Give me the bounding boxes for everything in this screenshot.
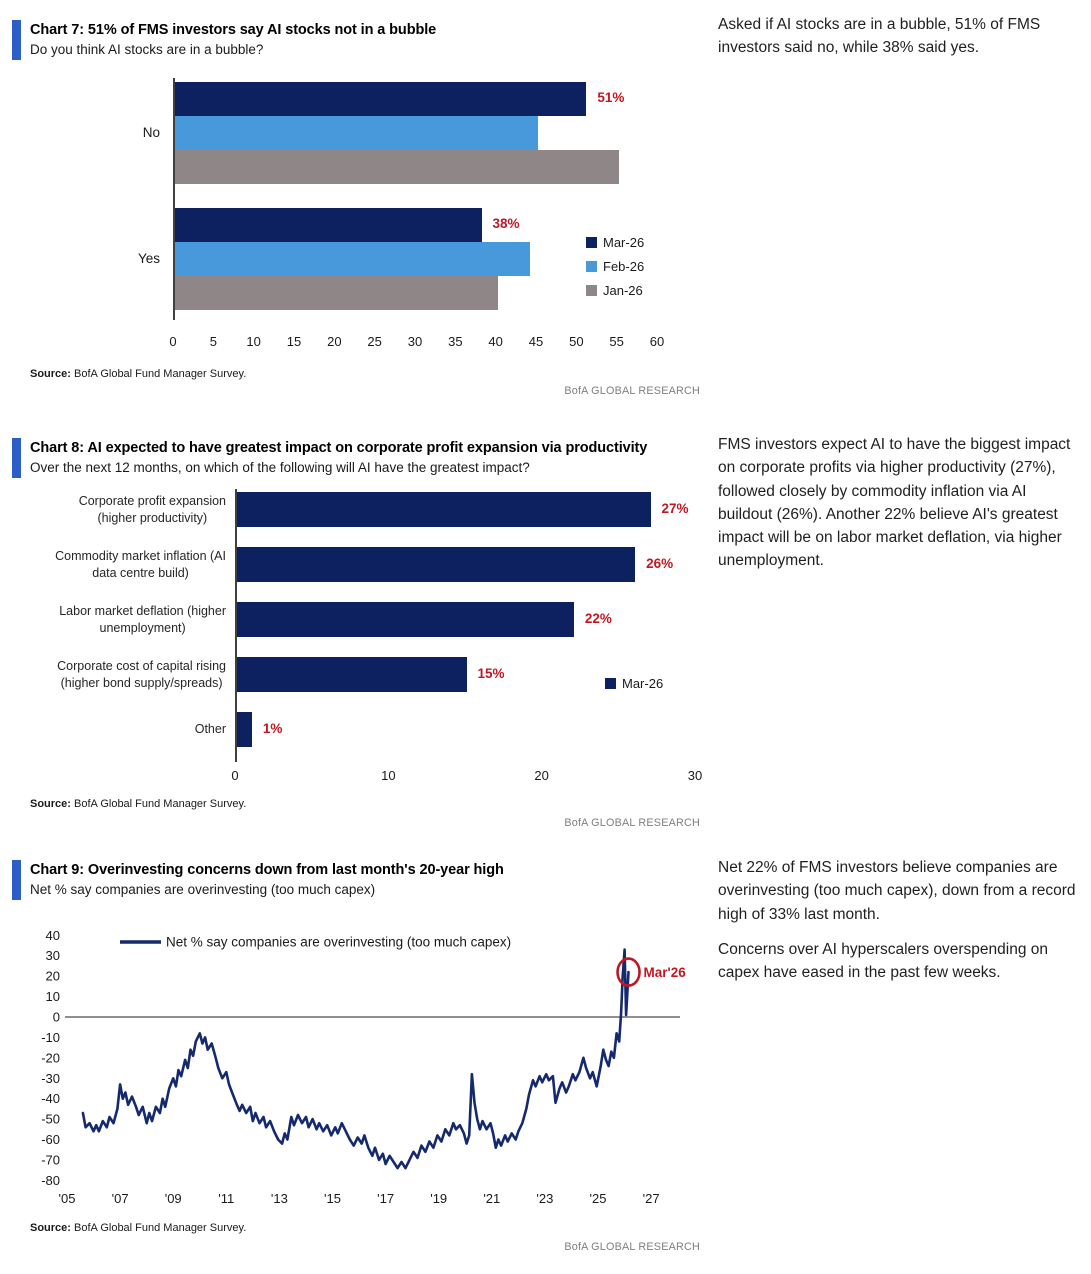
source-label: Source: bbox=[30, 368, 71, 380]
bar-value-label: 26% bbox=[646, 556, 674, 571]
chart7-source bbox=[30, 368, 246, 380]
chart9-subtitle: Net % say companies are overinvesting (too much capex) bbox=[30, 882, 376, 898]
source-label: Source: bbox=[30, 798, 71, 810]
category-label-text: Other bbox=[194, 722, 226, 737]
chart7-commentary bbox=[718, 13, 1084, 72]
x-tick-label: 55 bbox=[609, 334, 624, 349]
chart8-title: Chart 8: AI expected to have greatest impact on corporate profit expansion via productivity bbox=[30, 440, 648, 456]
x-tick-label: '11 bbox=[218, 1191, 235, 1206]
x-tick-label: '27 bbox=[642, 1191, 660, 1206]
chart9-title: Chart 9: Overinvesting concerns down from last month's 20-year high bbox=[30, 862, 504, 878]
chart8-plot bbox=[30, 492, 710, 792]
legend-item-Jan-26 bbox=[586, 283, 643, 298]
bar-Feb-26-No bbox=[175, 116, 538, 150]
x-tick-label: 0 bbox=[231, 768, 239, 783]
source-text: BofA Global Fund Manager Survey. bbox=[70, 798, 247, 810]
y-tick-label: -60 bbox=[41, 1132, 60, 1148]
x-tick-label: '09 bbox=[164, 1191, 182, 1206]
source-text: BofA Global Fund Manager Survey. bbox=[70, 1222, 247, 1234]
y-tick-label: -10 bbox=[41, 1029, 60, 1045]
x-tick-label: 20 bbox=[327, 334, 342, 349]
y-tick-label: -80 bbox=[41, 1172, 60, 1188]
bar-Jan-26-Yes bbox=[175, 276, 498, 310]
source-label: Source: bbox=[30, 1222, 71, 1234]
legend-label: Jan-26 bbox=[603, 283, 643, 298]
chart9-plot bbox=[20, 920, 710, 1220]
x-tick-label: 30 bbox=[407, 334, 423, 349]
bar-22% bbox=[237, 602, 574, 637]
y-tick-label: 30 bbox=[45, 948, 60, 964]
chart8-commentary-text: FMS investors expect AI to have the biggest impact on corporate profits via higher productivity (27%), followed closely by commodity inflation via AI buildout (26%). Another 22% believe AI's greatest impact will be on labor market deflation, via higher unemployment. bbox=[718, 436, 1071, 570]
x-tick-label: '05 bbox=[58, 1191, 76, 1206]
chart8-commentary bbox=[718, 433, 1084, 585]
x-tick-label: 40 bbox=[488, 334, 503, 349]
mar-26-swatch-icon bbox=[586, 237, 597, 248]
x-tick-label: 30 bbox=[687, 768, 703, 783]
category-label bbox=[30, 712, 226, 747]
chart9-source bbox=[30, 1222, 246, 1234]
chart8-subtitle: Over the next 12 months, on which of the following will AI have the greatest impact? bbox=[30, 460, 530, 476]
category-label-no: No bbox=[142, 125, 160, 140]
source-text: BofA Global Fund Manager Survey. bbox=[70, 368, 247, 380]
bar-Mar-26-No bbox=[175, 82, 586, 116]
category-label bbox=[30, 547, 226, 582]
legend-item-Mar-26 bbox=[586, 235, 644, 250]
bar-27% bbox=[237, 492, 651, 527]
bar-value-label: 27% bbox=[661, 501, 689, 516]
category-label bbox=[30, 492, 226, 527]
x-tick-label: '15 bbox=[324, 1191, 341, 1206]
y-tick-label: -30 bbox=[41, 1070, 60, 1086]
feb-26-swatch-icon bbox=[586, 261, 597, 272]
category-label-text: Corporate profit expansion (higher productivity) bbox=[78, 493, 226, 525]
category-label bbox=[30, 657, 226, 692]
category-label-yes: Yes bbox=[137, 251, 160, 266]
legend-item-Feb-26 bbox=[586, 259, 644, 274]
bar-15% bbox=[237, 657, 467, 692]
chart7-header bbox=[12, 20, 436, 60]
y-tick-label: 40 bbox=[45, 927, 60, 943]
chart8-brand: BofA GLOBAL RESEARCH bbox=[564, 817, 700, 829]
chart7-brand: BofA GLOBAL RESEARCH bbox=[564, 385, 700, 397]
bar-Mar-26-Yes bbox=[175, 208, 482, 242]
y-tick-label: -50 bbox=[41, 1111, 60, 1127]
x-tick-label: 35 bbox=[448, 334, 463, 349]
x-tick-label: 10 bbox=[246, 334, 261, 349]
y-tick-label: 20 bbox=[45, 968, 60, 984]
bar-value-label: 15% bbox=[477, 666, 505, 681]
x-tick-label: 0 bbox=[169, 334, 177, 349]
chart9-commentary bbox=[718, 856, 1084, 996]
bar-26% bbox=[237, 547, 636, 582]
bar-value-label: 1% bbox=[262, 721, 283, 736]
bar-Jan-26-No bbox=[175, 150, 619, 184]
mar26-annotation-label: Mar'26 bbox=[643, 965, 686, 981]
x-tick-label: 5 bbox=[209, 334, 217, 349]
bar-value-label: 51% bbox=[597, 90, 625, 105]
x-tick-label: '07 bbox=[111, 1191, 129, 1206]
bar-Feb-26-Yes bbox=[175, 242, 530, 276]
net-percent-series-line bbox=[83, 950, 629, 1169]
chart9-header bbox=[12, 860, 504, 900]
category-label-text: Corporate cost of capital rising (higher bond supply/spreads) bbox=[57, 658, 226, 690]
chart9-commentary-text: Net 22% of FMS investors believe companies are overinvesting (too much capex), down from a record high of 33% last month. bbox=[718, 859, 1076, 923]
legend-item-Mar-26 bbox=[605, 676, 663, 691]
x-tick-label: '13 bbox=[270, 1191, 288, 1206]
chart8-source bbox=[30, 798, 246, 810]
category-label bbox=[30, 602, 226, 637]
chart7-subtitle: Do you think AI stocks are in a bubble? bbox=[30, 42, 264, 58]
y-tick-label: -20 bbox=[41, 1050, 60, 1066]
chart9-accent-bar bbox=[12, 860, 21, 900]
x-tick-label: 20 bbox=[534, 768, 549, 783]
legend-label: Feb-26 bbox=[603, 259, 645, 274]
legend-label: Mar-26 bbox=[603, 235, 645, 250]
x-tick-label: 10 bbox=[381, 768, 396, 783]
x-tick-label: '23 bbox=[536, 1191, 554, 1206]
chart8-header bbox=[12, 438, 647, 478]
x-tick-label: '17 bbox=[377, 1191, 395, 1206]
x-tick-label: '21 bbox=[483, 1191, 501, 1206]
bar-1% bbox=[237, 712, 252, 747]
chart8-accent-bar bbox=[12, 438, 21, 478]
legend-label: Net % say companies are overinvesting (too much capex) bbox=[166, 934, 512, 950]
chart9-brand: BofA GLOBAL RESEARCH bbox=[564, 1241, 700, 1253]
category-label-text: Commodity market inflation (AI data centre build) bbox=[55, 548, 226, 580]
chart7-title: Chart 7: 51% of FMS investors say AI stocks not in a bubble bbox=[30, 22, 437, 38]
x-tick-label: 25 bbox=[367, 334, 382, 349]
x-tick-label: 50 bbox=[569, 334, 584, 349]
chart7-commentary-text: Asked if AI stocks are in a bubble, 51% of FMS investors said no, while 38% said yes. bbox=[718, 16, 1041, 57]
x-tick-label: '19 bbox=[430, 1191, 448, 1206]
y-tick-label: 0 bbox=[52, 1009, 60, 1025]
chart7-plot bbox=[30, 82, 710, 382]
bar-value-label: 38% bbox=[492, 216, 520, 231]
mar-26-swatch-icon bbox=[605, 678, 616, 689]
chart7-accent-bar bbox=[12, 20, 21, 60]
x-tick-label: 60 bbox=[649, 334, 665, 349]
y-tick-label: 10 bbox=[45, 989, 60, 1005]
jan-26-swatch-icon bbox=[586, 285, 597, 296]
x-tick-label: '25 bbox=[589, 1191, 607, 1206]
bar-value-label: 22% bbox=[584, 611, 612, 626]
y-tick-label: -40 bbox=[41, 1091, 60, 1107]
x-tick-label: 45 bbox=[528, 334, 544, 349]
y-tick-label: -70 bbox=[41, 1152, 60, 1168]
x-tick-label: 15 bbox=[286, 334, 302, 349]
chart9-commentary-text2: Concerns over AI hyperscalers overspending on capex have eased in the past few weeks. bbox=[718, 940, 1048, 981]
legend-label: Mar-26 bbox=[622, 676, 664, 691]
category-label-text: Labor market deflation (higher unemployment) bbox=[59, 603, 226, 635]
